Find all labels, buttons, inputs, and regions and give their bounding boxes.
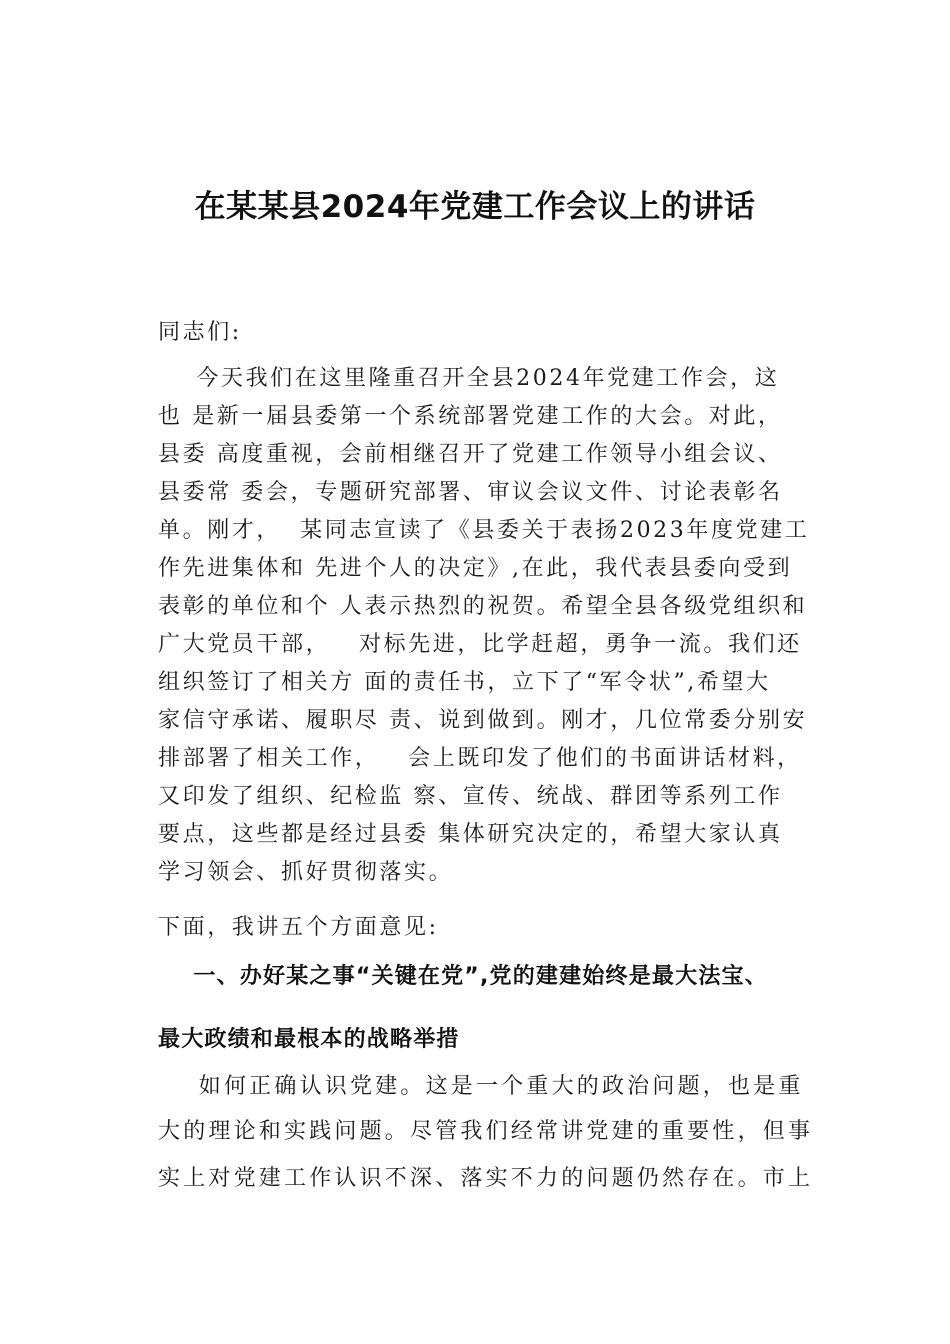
paragraph-1-line: 学习领会、抓好贯彻落实。 xyxy=(158,860,454,885)
paragraph-1-line: 县委常 委会，专题研究部署、审议会议文件、讨论表彰名 xyxy=(158,480,783,505)
section-heading-line: 最大政绩和最根本的战略举措 xyxy=(158,1027,460,1052)
paragraph-1-line: 今天我们在这里隆重召开全县2024年党建工作会，这 xyxy=(158,366,780,391)
paragraph-1-line: 作先进集体和 先进个人的决定》,在此，我代表县委向受到 xyxy=(158,556,793,581)
paragraph-1-line: 广大党员干部， 对标先进，比学赶超，勇争一流。我们还 xyxy=(158,632,802,657)
paragraph-1-line: 县委 高度重视，会前相继召开了党建工作领导小组会议、 xyxy=(158,442,783,467)
paragraph-1-line: 组织签订了相关方 面的责任书，立下了“军令状”,希望大 xyxy=(158,670,771,695)
paragraph-1-line: 又印发了组织、纪检监 察、宣传、统战、群团等系列工作 xyxy=(158,784,783,809)
salutation: 同志们: xyxy=(158,320,242,345)
paragraph-2-line: 如何正确认识党建。这是一个重大的政治问题，也是重 xyxy=(158,1074,804,1099)
paragraph-1-line: 家信守承诺、履职尽 责、说到做到。刚才，几位常委分别安 xyxy=(158,708,808,733)
section-heading-line: 一、办好某之事“关键在党”,党的建建始终是最大法宝、 xyxy=(158,964,768,989)
paragraph-2-line: 大的理论和实践问题。尽管我们经常讲党建的重要性，但事 xyxy=(158,1119,814,1144)
paragraph-1-line: 表彰的单位和个 人表示热烈的祝贺。希望全县各级党组织和 xyxy=(158,594,808,619)
paragraph-1-line: 单。刚才， 某同志宣读了《县委关于表扬2023年度党建工 xyxy=(158,518,810,543)
paragraph-1-line: 要点，这些都是经过县委 集体研究决定的，希望大家认真 xyxy=(158,822,783,847)
document-title: 在某某县2024年党建工作会议上的讲话 xyxy=(194,189,756,225)
paragraph-2-line: 实上对党建工作认识不深、落实不力的问题仍然存在。市上 xyxy=(158,1166,814,1191)
paragraph-1-line: 排部署了相关工作， 会上既印发了他们的书面讲话材料， xyxy=(158,746,802,771)
paragraph-1-line: 也 是新一届县委第一个系统部署党建工作的大会。对此， xyxy=(158,404,783,429)
transition-line: 下面，我讲五个方面意见: xyxy=(158,915,439,940)
